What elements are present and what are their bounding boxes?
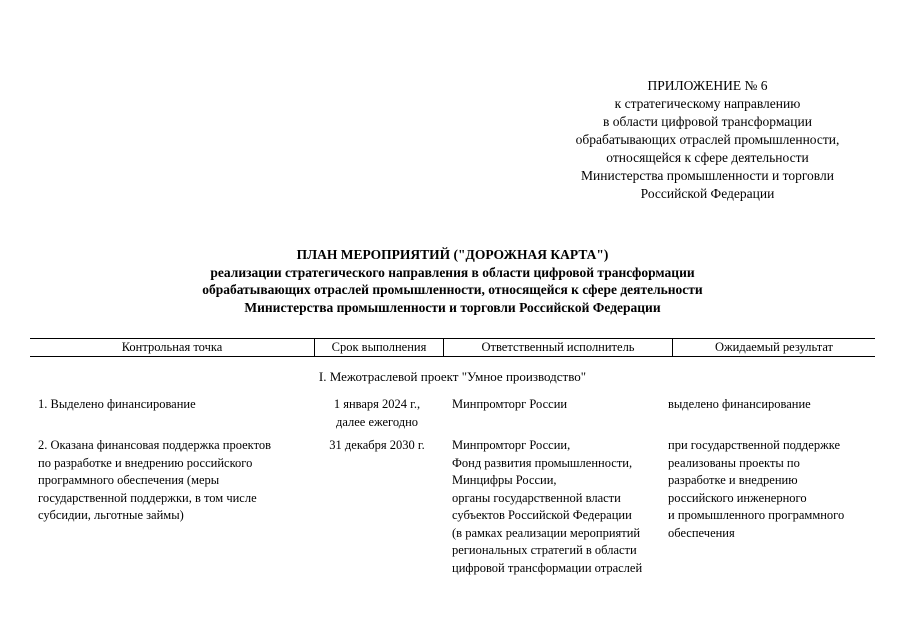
cell-line: органы государственной власти xyxy=(452,490,621,505)
cell-line: разработке и внедрению xyxy=(668,473,798,487)
cell-line: 2. Оказана финансовая поддержка проектов xyxy=(38,438,272,452)
title-line: Министерства промышленности и торговли Российской Федерации xyxy=(244,299,661,315)
section-heading: I. Межотраслевой проект "Умное производство" xyxy=(318,369,587,384)
cell-line: субъектов Российской Федерации xyxy=(452,508,632,522)
header-deadline: Срок выполнения xyxy=(331,340,427,354)
header-result: Ожидаемый результат xyxy=(714,340,834,354)
cell-line: 31 декабря 2030 г. xyxy=(329,438,425,452)
cell-line: реализованы проекты по xyxy=(668,455,800,470)
cell-line: российского инженерного xyxy=(668,490,807,505)
annex-line: обрабатывающих отраслей промышленности, xyxy=(575,132,840,147)
cell-line: программного обеспечения (меры xyxy=(38,473,220,487)
cell-line: субсидии, льготные займы) xyxy=(38,508,184,522)
annex-line: в области цифровой трансформации xyxy=(603,114,812,129)
cell-line: Фонд развития промышленности, xyxy=(452,455,633,470)
deadline-cell xyxy=(312,396,442,431)
result-cell xyxy=(668,437,878,542)
checkpoint-cell xyxy=(38,396,308,414)
responsible-cell xyxy=(452,396,662,414)
annex-line: Российской Федерации xyxy=(640,186,775,201)
cell-line: по разработке и внедрению российского xyxy=(38,455,253,470)
cell-line: Минпромторг России xyxy=(452,397,568,411)
title-line: реализации стратегического направления в области цифровой трансформации xyxy=(210,264,695,280)
annex-header xyxy=(540,77,875,203)
cell-line: (в рамках реализации мероприятий xyxy=(452,525,641,540)
deadline-cell xyxy=(312,437,442,455)
table-header xyxy=(30,338,875,357)
cell-line: региональных стратегий в области xyxy=(452,543,637,557)
cell-line: 1 января 2024 г., xyxy=(333,397,421,411)
cell-line: обеспечения xyxy=(668,525,735,540)
cell-line: далее ежегодно xyxy=(335,414,419,429)
cell-line: Минцифры России, xyxy=(452,473,557,487)
cell-line: выделено финансирование xyxy=(668,397,811,411)
cell-line: цифровой трансформации отраслей xyxy=(452,560,643,575)
title-line: обрабатывающих отраслей промышленности, относящейся к сфере деятельности xyxy=(202,282,703,297)
document-title xyxy=(30,246,875,316)
annex-line: к стратегическому направлению xyxy=(614,96,801,111)
cell-line: при государственной поддержке xyxy=(668,438,841,452)
cell-line: и промышленного программного xyxy=(668,508,845,522)
cell-line: Минпромторг России, xyxy=(452,438,571,452)
header-responsible: Ответственный исполнитель xyxy=(481,340,635,354)
responsible-cell xyxy=(452,437,662,577)
annex-number: ПРИЛОЖЕНИЕ № 6 xyxy=(647,78,768,93)
title-line: ПЛАН МЕРОПРИЯТИЙ ("ДОРОЖНАЯ КАРТА") xyxy=(296,247,609,262)
checkpoint-cell xyxy=(38,437,308,525)
annex-line: относящейся к сфере деятельности xyxy=(606,150,809,165)
cell-line: 1. Выделено финансирование xyxy=(38,397,196,411)
header-checkpoint: Контрольная точка xyxy=(121,340,223,354)
cell-line: государственной поддержки, в том числе xyxy=(38,490,257,505)
annex-line: Министерства промышленности и торговли xyxy=(581,168,834,183)
result-cell xyxy=(668,396,878,414)
